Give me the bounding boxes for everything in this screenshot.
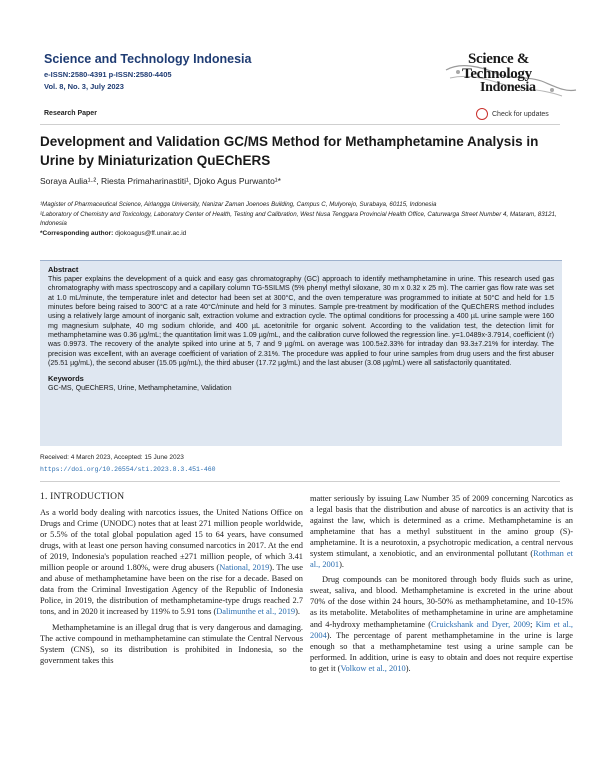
paper-type-label: Research Paper <box>44 110 97 117</box>
citation-link[interactable]: Dalimunthe et al., 2019 <box>216 607 296 617</box>
logo-text-line2: Technology <box>462 66 532 82</box>
check-updates-label: Check for updates <box>492 110 549 118</box>
paragraph: Methamphetamine is an illegal drug that is very dangerous and damaging. The active compound in methamphetamine can stimulate the Central Nervous System (CNS), so its distribution is prohibited in Indonesia, so the government takes this <box>40 622 303 665</box>
corresponding-author <box>40 230 186 237</box>
paragraph: As a world body dealing with narcotics issues, the United Nations Office on Drugs and Crime (UNODC) notes that at least 271 million people worldwide, or 5.5% of the total global population aged 15 to 64 years, have consumed drugs, with at least one person having consumed narcotics in 2017. At the end of 2019, Indonesia's population reached ±271 million people, of which 3.41 million people or around 1.80%, were drug abusers (National, 2019). The use and abuse of methamphetamine have been on the rise for a decade. Based on data from the Criminal Investigation Agency of the Republic of Indonesia Police, in 2019, the distribution of methamphetamine-type drugs reached 2.7 tons, and in 2020 it increased by 119% to 5.91 tons (Dalimunthe et al., 2019). <box>40 508 304 617</box>
paragraph: Drug compounds can be monitored through body fluids such as urine, sweat, saliva, and blood. Methamphetamine is excreted in the urine about 70% of the dose within 24 hours, 30-50% as methamphetamine, and 10-15% as its metabolite. Metabolites of methamphetamine in urine are amphetamine and 4-hydroxy methamphetamine (Cruickshank and Dyer, 2009; Kim et al., 2004). The percentage of parent methamphetamine in the urine is large enough so that a methamphetamine test using a urine sample can be performed. In addition, urine is easy to obtain and does not require expertise to get it (Volkow et al., 2010). <box>310 575 574 673</box>
journal-logo <box>440 48 580 104</box>
abstract-box <box>40 260 562 446</box>
received-accepted-dates: Received: 4 March 2023, Accepted: 15 June 2023 <box>40 454 184 461</box>
affiliation-2: ²Laboratory of Chemistry and Toxicology, Laboratory Center of Health, Testing and Calibration, West Nusa Tenggara Provincial Health Office, Caturwarga Street Number 4, Mataram, 83121, Indonesia <box>40 211 557 227</box>
section-heading: 1. INTRODUCTION <box>40 492 125 502</box>
body-column-right <box>310 493 573 678</box>
check-for-updates-link[interactable] <box>476 108 549 120</box>
citation-link[interactable]: Rothman et al., 2001 <box>310 549 573 570</box>
paragraph: matter seriously by issuing Law Number 35 of 2009 concerning Narcotics as a legal basis that the distribution and abuse of narcotics is an activity that is against the law, which is determined as a crime. Methamphetamine is an amphetamine that has a methyl substituent in the amino group (S)-amphetamine. It is a neurotoxin, a psychotropic medication, a central nervous system stimulant, a xenobiotic, and an environmental pollutant (Rothman et al., 2001). <box>310 494 573 570</box>
logo-text-line3: Indonesia <box>480 80 536 95</box>
citation-link[interactable]: Kim et al., 2004 <box>310 619 574 640</box>
author-list: Soraya Aulia¹·², Riesta Primaharinastiti¹, Djoko Agus Purwanto¹* <box>40 176 281 186</box>
logo-text-line1: Science & <box>468 51 530 67</box>
volume-line: Vol. 8, No. 3, July 2023 <box>44 82 124 91</box>
abstract-heading: Abstract <box>48 265 79 274</box>
divider <box>40 124 560 125</box>
keywords-heading: Keywords <box>48 374 84 384</box>
article-title: Development and Validation GC/MS Method for Methamphetamine Analysis in Urine by Miniaturization QuEChERS <box>40 134 539 168</box>
divider <box>40 481 560 482</box>
journal-title: Science and Technology Indonesia <box>44 52 252 66</box>
check-updates-icon <box>476 108 488 120</box>
body-column-left <box>40 492 303 670</box>
doi-link[interactable]: https://doi.org/10.26554/sti.2023.8.3.451-460 <box>40 466 216 473</box>
affiliation-1: ¹Magister of Pharmaceutical Science, Airlangga University, Nanizar Zaman Joenoes Building, Campus C, Mulyorejo, Surabaya, 60115, Indonesia <box>40 201 437 208</box>
citation-link[interactable]: Volkow et al., 2010 <box>340 663 406 673</box>
citation-link[interactable]: Cruickshank and Dyer, 2009 <box>431 619 531 629</box>
abstract-text: This paper explains the development of a quick and easy gas chromatography (GC) approach to identify methamphetamine in urine. This research used gas chromatography with mass spectroscopy and a capillary column TG-5SILMS (5% phenyl methyl siloxane, 30 m x 0.32 x 25 m). The carrier gas flow rate was set at 1.0 mL/minute, the temperature inlet and detector had been set at 300°C, and the oven temperature was programmed to initiate at 50°C and held for 1.5 minutes before being raised to 300°C at a rate 40°C/minute and held for 3 minutes. Sample pre-treatment by modification of the QuEChERS method includes using a relatively large amount of inorganic salt, extraction volume and extraction cycle. The optimal conditions for processing a 400 µL urine sample were 160 mg magnesium sulphate, 40 mg sodium chloride, and 400 µL acetonitrile for organic solvent. According to the validation test, the detection limit for methamphetamine was 0.36 µg/mL; the quantitation limit was 1.09 µg/mL, and the calibration curve followed the regression line. y=1.0489x-3.7914, coefficient (r) was 0.9973. The recovery of the analyte spiked into urine at 5, 7 and 9 µg/mL on average was 100.5±2.33% for intraday dan 93.3±7.21% for interday. The precision was excellent, with an average coefficient of variation of 2.31%. The procedure was applied to four urine samples from drug users and the first abuser (25.51 µg/mL), the second abuser (15.05 µg/mL), the third abuser (17.72 µg/mL) and the last abuser (3.08 µg/mL) were all satisfactorily quantitated. <box>48 275 554 368</box>
issn-line: e-ISSN:2580-4391 p-ISSN:2580-4405 <box>44 70 172 79</box>
citation-link[interactable]: National, 2019 <box>219 563 270 573</box>
corresponding-email[interactable]: djokoagus@ff.unair.ac.id <box>115 230 187 237</box>
keywords-text: GC-MS, QuEChERS, Urine, Methamphetamine, Validation <box>48 384 232 393</box>
corresponding-label: *Corresponding author: <box>40 230 114 237</box>
